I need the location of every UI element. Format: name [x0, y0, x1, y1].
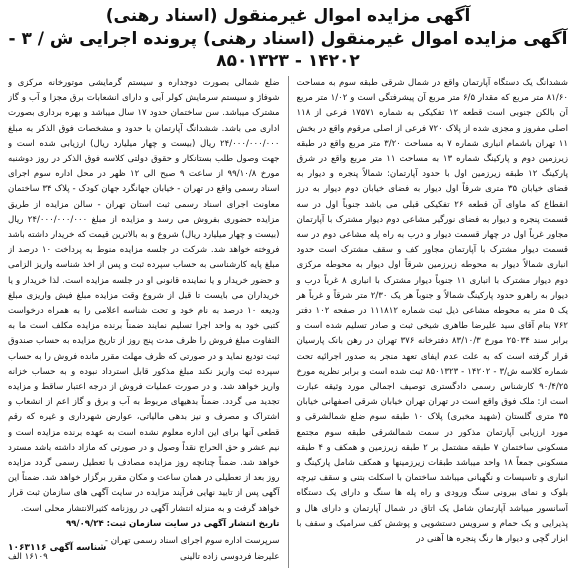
notice-title-main: آگهی مزایده اموال غیرمنقول (اسناد رهنی) پرونده اجرایی ش / ۳ - ۱۴۲۰۲ - ۸۵۰۱۳۲۳ — [8, 29, 568, 71]
left-column — [8, 76, 280, 568]
signature-name: علیرضا فردوسی زاده تالینی — [180, 552, 280, 563]
right-column-text: ششدانگ یک دستگاه آپارتمان واقع در شمال شرقی طبقه سوم به مساحت ۸۱/۶۰ متر مربع که مقدار ۶/۵ متر مربع آن پیشرفتگی است و ۱/۰۲ متر مربع آن بالکن جنوبی است قطعه ۱۲ تفکیکی به شماره ۱۷۵۷۱ فرعی از ۱۱۸ اصلی مفروز و مجزی شده از پلاک ۷۲۰ فرعی از اصلی مرقوم واقع در بخش ۱۱ تهران باشمام انباری شماره ۷ به مساحت ۳/۲۰ متر مربع واقع در طبقه زیرزمین دوم و پارکینگ شماره ۱۳ به مساحت ۱۱ متر مربع واقع در شرق پارکینگ ۱۲ طبقه زیرزمین اول با حدود آپارتمان: شمالاً پنجره و دیوار به فضای خیابان ۳۵ متری شرقاً اول دیوار به فضای خیابان دوم دیوار به درز انقطاع که ماوای آن قطعه ۲۶ تفکیکی قبلی می باشد جنوباً اول در سه قسمت پنجره و دیوار به فضای نورگیر مشاعی دوم دیوار مشترک با آپارتمان مجاور غرباً اول در چهار قسمت دیوار و درب به راه پله مشاعی دوم در سه قسمت دیوار مشترک با آپارتمان مجاور کف و سقف مشترک است حدود انباری شمالاً دیوار به محوطه زیرزمین شرقاً اول دیوار به محوطه مرکزی دوم دیوار مشترک با انباری ۱۱ جنوباً دیوار مشترک با انباری ۸ غرباً درب و دیوار به راهرو حدود پارکینگ شمالاً و جنوباً هر یک ۲/۳۰ متر شرقاً و غرباً هر یک ۵ متر به محوطه مشاعی ذیل ثبت شماره ۱۱۱۸۱۲ در صفحه ۱۰۲ دفتر ۷۶۲ بنام آقای سید علیرضا طاهری شیخی ثبت و صادر تسلیم شده است و برابر سند ۲۵۰۳۴ مورخ ۸۳/۱۰/۳ دفترخانه ۳۷۶ تهران در رهن بانک پارسیان قرار گرفته است که به علت عدم ایفای تعهد منجر به صدور اجرائیه تحت شماره کلاسه ش/۳ - ۱۴۲۰۲ - ۸۵۰۱۳۲۳ ثبت شده است و برابر نظریه مورخ ۹۰/۴/۲۵ کارشناس رسمی دادگستری توصیف اجمالی مورد وثیقه عبارت است از: ملک فوق واقع است در تهران تهران خیابان شرقی اصفهانی خیابان ۳۵ متری گلستان (شهید مخبری) پلاک ۱۰ طبقه سوم ضلع شمالشرقی و مورد ارزیابی آپارتمان مذکور در سمت شمالشرقی طبقه سوم مجتمع مسکونی ساختمان ۷ طبقه مشتمل بر ۲ طبقه زیرزمین و همکف و ۴ طبقه مسکونی جمعاً ۱۸ واحد میباشد طبقات زیرزمینها و همکف شامل پارکینگ و انباری و تاسیسات و نگهبانی میباشد ساختمان با اسکلت بتنی و سقف تیرچه بلوک و نمای بیرونی سنگ ورودی و راه پله ها سنگ و دارای یک دستگاه آسانسور میباشد آپارتمان شامل یک اتاق در شمال آپارتمان و دارای هال و پذیرایی و یک حمام و سرویس دستشویی و پوشش کف سرامیک و سقف با ابزار گچی و دیوار ها رنگ پنجره ها آهنی در — [296, 78, 568, 545]
signature-code: ۱۶۱۰۹ الف — [7, 552, 48, 563]
signature-office: سرپرست اداره سوم اجرای اسناد رسمی تهران - — [104, 536, 280, 547]
notice-columns — [8, 76, 568, 568]
notice-title-small: آگهی مزایده اموال غیرمنقول (اسناد رهنی) — [105, 6, 471, 26]
left-column-text: ضلع شمالی بصورت دوجداره و سیستم گرمایشی موتورخانه مرکزی و شوفاژ و سیستم سرمایش کولر آبی و دارای انشعابات برق مجزا و آب و گاز مشترک میباشد. سن ساختمان حدود ۱۷ سال میباشد و بهره برداری بصورت اداری می باشد. ششدانگ آپارتمان با حدود و مشخصات فوق الذکر به مبلغ ۲۴/۰۰۰/۰۰۰/۰۰۰ ریال (بیست و چهار میلیارد ریال) ارزیابی شده است و جهت وصول طلب بستانکار و حقوق دولتی کلاسه فوق الذکر در روز دوشنبه مورخ ۹۹/۱۰/۸ از ساعت ۹ صبح الی ۱۲ ظهر در محل اداره سوم اجرای اسناد رسمی واقع در تهران - خیابان جهانگرد جهان کودک - پلاک ۳۴ ساختمان معاونت اجرای اسناد رسمی ثبت استان تهران - سالن مزایده از طریق مزایده حضوری بفروش می رسد و مزایده از مبلغ ۲۴/۰۰۰/۰۰۰/۰۰۰ ریال (بیست و چهار میلیارد ریال) شروع و به بالاترین قیمت که خریدار داشته باشد فروخته خواهد شد. شرکت در جلسه مزایده منوط به پرداخت ۱۰ درصد از مبلغ پایه کارشناسی به حساب سپرده ثبت و پس از اخذ شناسه واریز الزامی و حضور خریدار و یا نماینده قانونی او در جلسه مزایده است. لذا خریدار و یا خریداران می بایست تا قبل از شروع وقت مزایده مبلغ فیش واریزی مبلغ ودیعه ۱۰ درصد به نام خود و تحت شناسه اعلامی را به همراه درخواست کتبی خود به واحد اجرا تسلیم نمایند ضمناً برنده مزایده مکلف است ما به التفاوت مبلغ فروش را ظرف مدت پنج روز از تاریخ مزایده به حساب صندوق ثبت تودیع نماید و در صورتی که ظرف مهلت مقرر مانده فروش را به حساب سپرده ثبت واریز نکند مبلغ مذکور قابل استرداد نبوده و به حساب خزانه واریز خواهد شد. و در صورت عملیات فروش از درجه اعتبار ساقط و مزایده تجدید می گردد. ضمناً بدهیهای مربوط به آب و برق و گاز اعم از انشعاب و اشتراک و مصرف و نیز بدهی مالیاتی، عوارض شهرداری و غیره که رقم قطعی آنها برای این اداره معلوم نشده است به عهده برنده مزایده است و نیم عشر و حق الحراج نقداً وصول و در صورتی که مازاد داشته باشد مسترد خواهد شد. ضمناً چنانچه روز مزایده مصادف با تعطیل رسمی گردد مزایده روز بعد از تعطیلی در همان ساعت و مکان مقرر برگزار خواهد شد. ضمناً این آگهی پس از تایید نهایی فرآیند مزایده در سایت آگهی های سازمان ثبت قرار خواهد گرفت و به منزله انتشار آگهی در روزنامه کثیرالانتشار محلی است. — [7, 78, 280, 514]
column-divider — [288, 76, 289, 568]
right-column — [296, 76, 568, 568]
ad-id: شناسه آگهی ۱۰۶۳۱۱۶ — [8, 543, 107, 553]
publish-date-line: تاریخ انتشار آگهی در سایت سازمان ثبت: ۹۹/۰۹/۲۴ — [65, 518, 280, 529]
